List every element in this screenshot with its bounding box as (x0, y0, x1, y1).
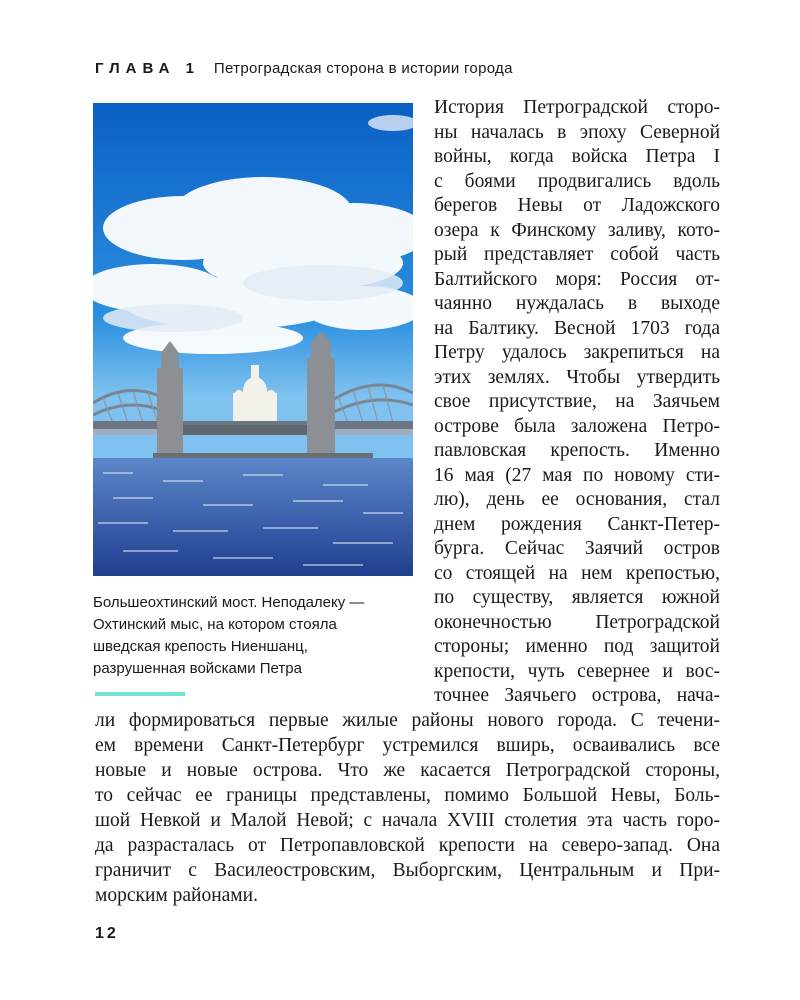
body-line: павловская крепость. Именно (434, 440, 720, 461)
accent-rule (95, 692, 185, 696)
body-line: этих землях. Чтобы утвердить (434, 366, 720, 388)
body-line: оконечностью Петроградской (434, 611, 720, 633)
chapter-label: ГЛАВА 1 (95, 60, 200, 77)
chapter-title: Петроградская сторона в истории города (213, 60, 513, 77)
body-line: новые и новые острова. Что же касается Петроградской стороны, (95, 760, 720, 781)
running-head (95, 60, 513, 77)
body-line: рый представляет собой часть (434, 244, 720, 265)
body-line: точнее Заячьего острова, нача- (434, 685, 720, 706)
body-line: ны началась в эпоху Северной (434, 121, 720, 143)
bridge-photo (93, 103, 413, 576)
caption-line: шведская крепость Ниеншанц, (93, 638, 308, 655)
body-line: днем рождения Санкт-Петер- (434, 513, 720, 535)
body-line: озера к Финскому заливу, кото- (434, 219, 720, 241)
caption-line: Большеохтинский мост. Неподалеку — (93, 594, 365, 611)
caption-line: разрушенная войсками Петра (93, 660, 302, 677)
body-line: по существу, является южной (434, 587, 720, 608)
body-line: История Петроградской сторо- (434, 97, 720, 118)
body-line: бурга. Сейчас Заячий остров (434, 538, 720, 559)
body-line: ли формироваться первые жилые районы нового города. С течени- (95, 710, 720, 731)
body-line: лю), день ее основания, стал (434, 489, 720, 510)
body-line: войны, когда войска Петра I (434, 146, 720, 167)
body-line: ем времени Санкт-Петербург устремился вширь, осваивались все (95, 735, 720, 756)
body-line: морским районами. (95, 885, 258, 906)
body-line: стороны; именно под защитой (434, 636, 720, 657)
photo-caption (93, 592, 408, 680)
body-line: чаянно нуждалась в выходе (434, 293, 720, 314)
body-line: шой Невкой и Малой Невой; с начала XVIII столетия эта часть горо- (95, 810, 720, 831)
body-line: да разрасталась от Петропавловской крепости на северо-запад. Она (95, 835, 720, 856)
body-line: граничит с Василеостровским, Выборгским, Центральным и При- (95, 860, 720, 881)
body-line: 16 мая (27 мая по новому сти- (434, 464, 720, 486)
body-line: свое присутствие, на Заячьем (434, 391, 720, 412)
body-line: Балтийского моря: Россия от- (434, 268, 720, 290)
body-line: крепости, чуть севернее и вос- (434, 660, 720, 682)
body-line: со стоящей на нем крепостью, (434, 562, 720, 584)
body-line: Петру удалось закрепиться на (434, 342, 720, 363)
body-line: на Балтику. Весной 1703 года (434, 317, 720, 339)
body-line: с боями продвигались вдоль (434, 170, 720, 192)
page-number: 12 (95, 925, 119, 942)
body-full-width (95, 708, 720, 908)
body-column (434, 96, 720, 709)
caption-line: Охтинский мыс, на котором стояла (93, 616, 337, 633)
body-line: острове была заложена Петро- (434, 415, 720, 437)
body-line: то сейчас ее границы представлены, помимо Большой Невы, Боль- (95, 785, 720, 806)
body-line: берегов Невы от Ладожского (434, 195, 720, 216)
